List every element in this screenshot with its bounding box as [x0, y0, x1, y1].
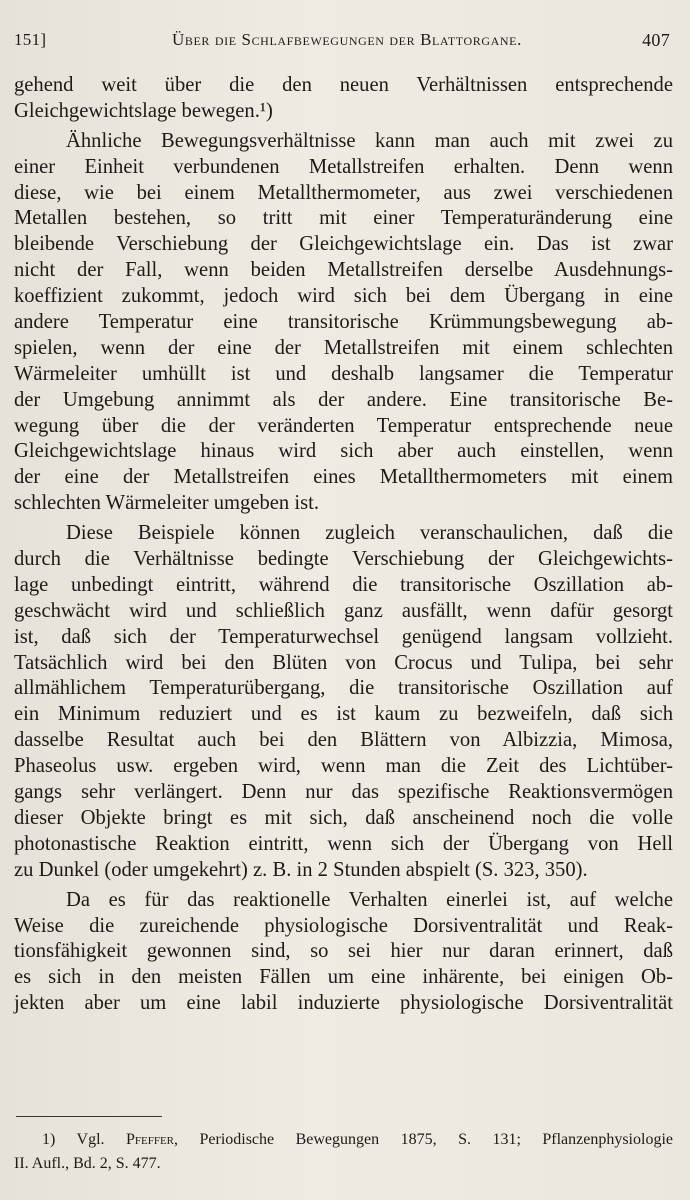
- footnote-text: , Periodische Bewegungen 1875, S. 131; Pflanzenphysiologie: [174, 1131, 673, 1148]
- text-line: durch die Verhältnisse bedingte Verschiebung der Gleichgewichts-: [14, 548, 673, 571]
- paragraph: [14, 73, 673, 125]
- body-text: [14, 73, 673, 1017]
- text-line: Ähnliche Bewegungsverhältnisse kann man auch mit zwei zu: [66, 129, 673, 152]
- footnote-line: [14, 1128, 673, 1152]
- paragraph: [14, 888, 673, 1017]
- text-line: dieser Objekte bringt es mit sich, daß anscheinend noch die volle: [14, 806, 673, 829]
- text-line: Weise die zureichende physiologische Dorsiventralität und Reak-: [14, 914, 673, 937]
- footnotes: [14, 1128, 673, 1176]
- page-number: 407: [642, 30, 670, 50]
- paragraph: [14, 129, 673, 517]
- footnote-rule: [16, 1116, 162, 1117]
- text-line: spielen, wenn der eine der Metallstreifen mit einem schlechten: [14, 336, 673, 359]
- paragraph: [14, 521, 673, 883]
- text-line: lage unbedingt eintritt, während die transitorische Oszillation ab-: [14, 573, 673, 596]
- text-line: allmählichem Temperaturübergang, die transitorische Oszillation auf: [14, 677, 673, 700]
- text-line: Da es für das reaktionelle Verhalten einerlei ist, auf welche: [66, 888, 673, 911]
- text-line: andere Temperatur eine transitorische Krümmungsbewegung ab-: [14, 311, 673, 334]
- footnote-marker: 1): [42, 1131, 56, 1148]
- text-line: Gleichgewichtslage bewegen.¹): [14, 99, 273, 122]
- text-line: gehend weit über die den neuen Verhältnissen entsprechende: [14, 74, 673, 96]
- footnote-pre: Vgl.: [76, 1131, 105, 1148]
- text-line: dasselbe Resultat auch bei den Blättern von Albizzia, Mimosa,: [14, 729, 673, 752]
- text-line: es sich in den meisten Fällen um eine inhärente, bei einigen Ob-: [14, 966, 673, 989]
- footnote-line: II. Aufl., Bd. 2, S. 477.: [14, 1155, 161, 1172]
- text-line: photonastische Reaktion eintritt, wenn sich der Übergang von Hell: [14, 832, 673, 855]
- text-line: jekten aber um eine labil induzierte physiologische Dorsiventralität: [14, 992, 673, 1015]
- text-line: der Umgebung annimmt als der andere. Eine transitorische Be-: [14, 388, 673, 411]
- text-line: tionsfähigkeit gewonnen sind, so sei hier nur daran erinnert, daß: [14, 940, 673, 963]
- text-line: der eine der Metallstreifen eines Metallthermometers mit einem: [14, 466, 673, 489]
- text-line: gangs sehr verlängert. Denn nur das spezifische Reaktionsvermögen: [14, 781, 673, 804]
- running-title: Über die Schlafbewegungen der Blattorgane.: [172, 30, 522, 49]
- text-line: nicht der Fall, wenn beiden Metallstreifen derselbe Ausdehnungs-: [14, 259, 673, 282]
- section-marker: 151]: [14, 30, 47, 49]
- text-line: koeffizient zukommt, jedoch wird sich bei dem Übergang in eine: [14, 285, 673, 308]
- text-line: Metallen bestehen, so tritt mit einer Temperaturänderung eine: [14, 207, 673, 230]
- text-line: schlechten Wärmeleiter umgeben ist.: [14, 492, 319, 515]
- running-head: [14, 30, 670, 52]
- text-line: zu Dunkel (oder umgekehrt) z. B. in 2 Stunden abspielt (S. 323, 350).: [14, 858, 588, 881]
- text-line: Diese Beispiele können zugleich veranschaulichen, daß die: [66, 522, 673, 545]
- text-line: diese, wie bei einem Metallthermometer, aus zwei verschiedenen: [14, 181, 673, 204]
- text-line: bleibende Verschiebung der Gleichgewichtslage ein. Das ist zwar: [14, 233, 673, 256]
- text-line: Tatsächlich wird bei den Blüten von Crocus und Tulipa, bei sehr: [14, 651, 673, 674]
- text-line: Wärmeleiter umhüllt ist und deshalb langsamer die Temperatur: [14, 362, 673, 385]
- text-line: ein Minimum reduziert und es ist kaum zu bezweifeln, daß sich: [14, 703, 673, 726]
- text-line: Gleichgewichtslage hinaus wird sich aber auch einstellen, wenn: [14, 440, 673, 463]
- text-line: wegung über die der veränderten Temperatur entsprechende neue: [14, 414, 673, 437]
- text-line: ist, daß sich der Temperaturwechsel genügend langsam vollzieht.: [14, 625, 673, 648]
- text-line: einer Einheit verbundenen Metallstreifen erhalten. Denn wenn: [14, 155, 673, 178]
- text-line: Phaseolus usw. ergeben wird, wenn man die Zeit des Lichtüber-: [14, 755, 673, 778]
- footnote-author: Pfeffer: [125, 1131, 175, 1148]
- text-line: geschwächt wird und schließlich ganz ausfällt, wenn dafür gesorgt: [14, 599, 673, 622]
